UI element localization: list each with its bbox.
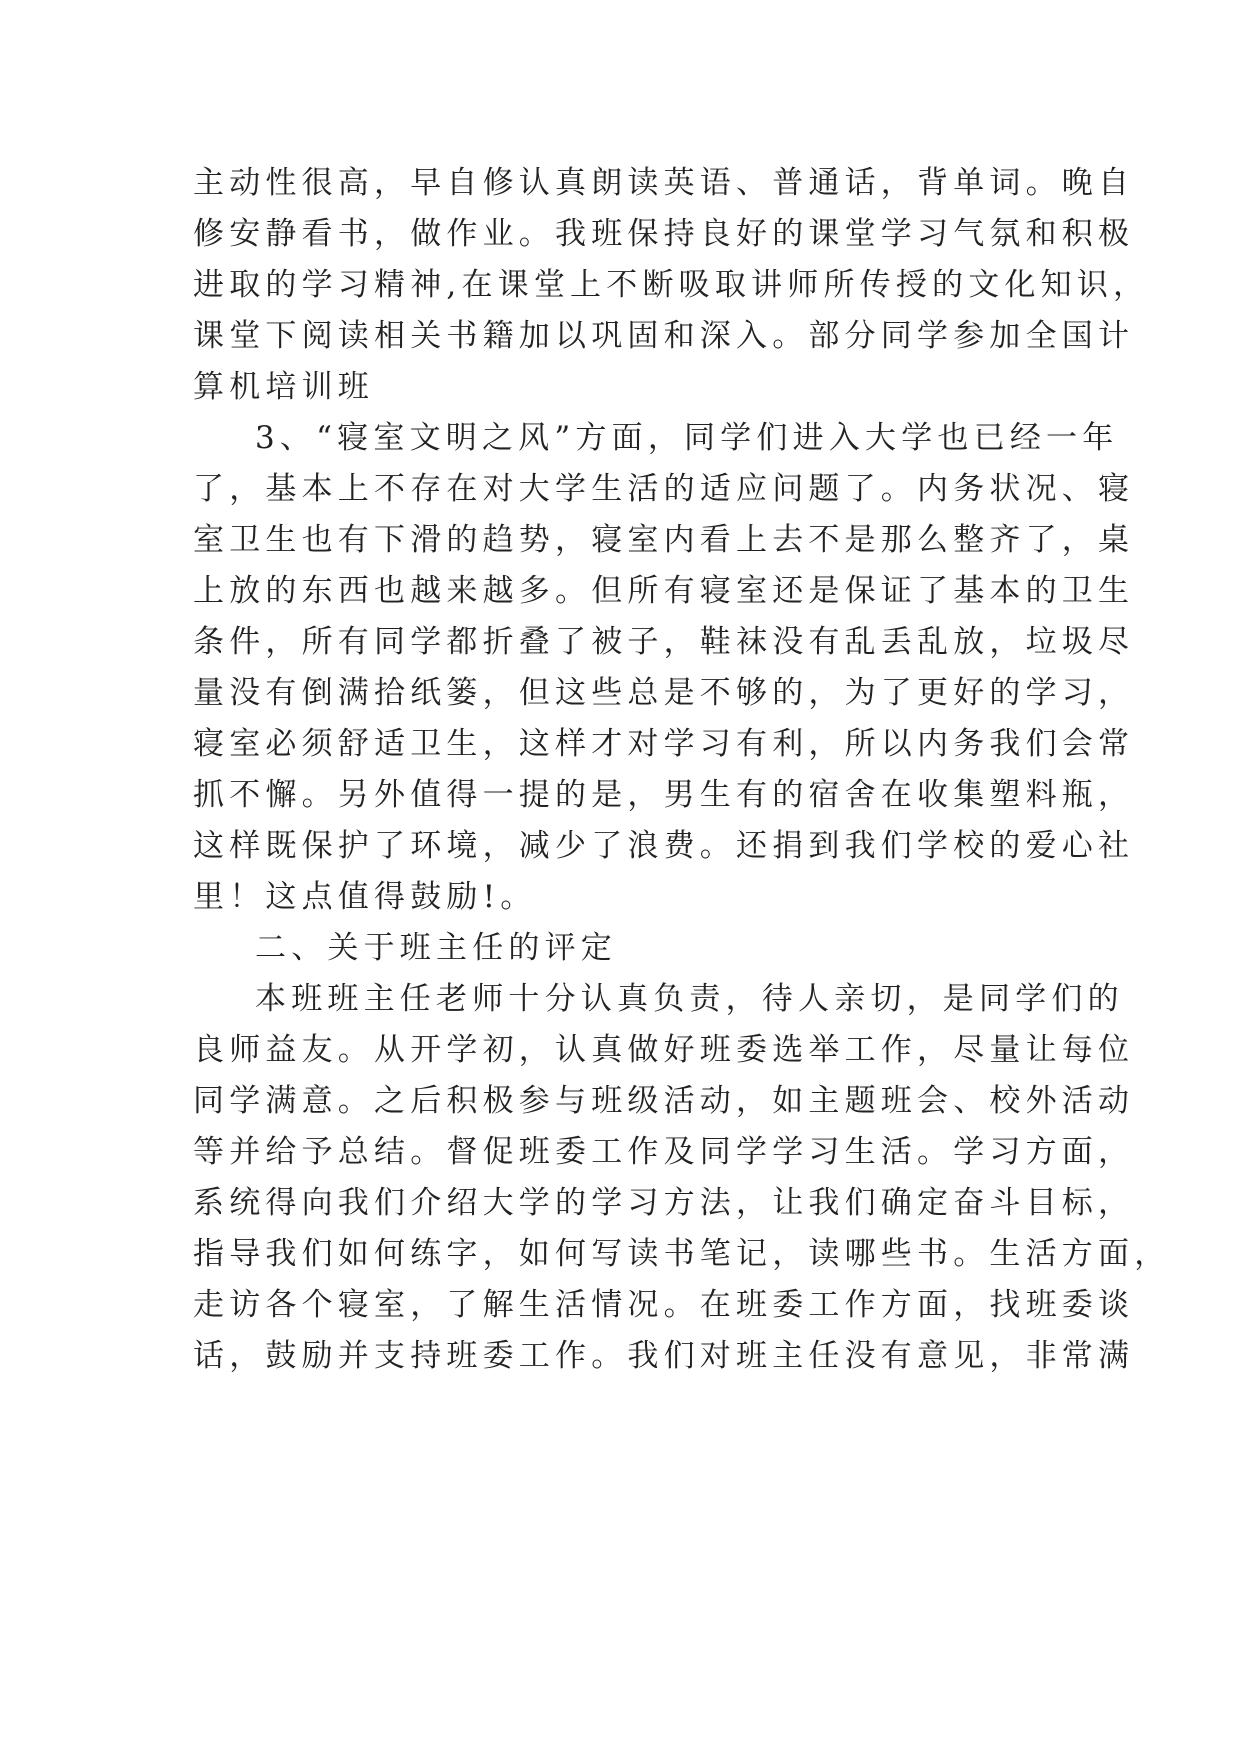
paragraph-line: 室卫生也有下滑的趋势，寝室内看上去不是那么整齐了，桌	[193, 522, 1135, 558]
paragraph-line: 良师益友。从开学初，认真做好班委选举工作，尽量让每位	[193, 1032, 1135, 1068]
document-body	[193, 158, 1171, 1382]
paragraph-line: 话，鼓励并支持班委工作。我们对班主任没有意见，非常满	[193, 1338, 1135, 1374]
paragraph-line: 指导我们如何练字，如何写读书笔记，读哪些书。生活方面，	[193, 1236, 1171, 1272]
paragraph-line: 修安静看书，做作业。我班保持良好的课堂学习气氛和积极	[193, 216, 1135, 252]
paragraph-line: 量没有倒满拾纸篓，但这些总是不够的，为了更好的学习，	[193, 675, 1135, 711]
paragraph-line: 了，基本上不存在对大学生活的适应问题了。内务状况、寝	[193, 471, 1135, 507]
section-3-heading-line: 3、“寝室文明之风”方面，同学们进入大学也已经一年	[255, 420, 1119, 456]
paragraph-line: 走访各个寝室，了解生活情况。在班委工作方面，找班委谈	[193, 1287, 1135, 1323]
paragraph-line: 寝室必须舒适卫生，这样才对学习有利，所以内务我们会常	[193, 726, 1135, 762]
paragraph-line: 抓不懈。另外值得一提的是，男生有的宿舍在收集塑料瓶，	[193, 777, 1135, 813]
paragraph-line: 同学满意。之后积极参与班级活动，如主题班会、校外活动	[193, 1083, 1135, 1119]
paragraph-line: 主动性很高，早自修认真朗读英语、普通话，背单词。晚自	[193, 165, 1135, 201]
paragraph-line: 算机培训班	[193, 369, 374, 405]
paragraph-line: 本班班主任老师十分认真负责，待人亲切，是同学们的	[255, 981, 1124, 1017]
paragraph-line: 进取的学习精神,在课堂上不断吸取讲师所传授的文化知识，	[193, 267, 1150, 303]
paragraph-line: 条件，所有同学都折叠了被子，鞋袜没有乱丢乱放，垃圾尽	[193, 624, 1135, 660]
paragraph-line: 这样既保护了环境，减少了浪费。还捐到我们学校的爱心社	[193, 828, 1135, 864]
paragraph-line: 里！这点值得鼓励!。	[193, 879, 537, 915]
section-heading: 二、关于班主任的评定	[255, 930, 617, 966]
paragraph-line: 等并给予总结。督促班委工作及同学学习生活。学习方面，	[193, 1134, 1135, 1170]
paragraph-line: 课堂下阅读相关书籍加以巩固和深入。部分同学参加全国计	[193, 318, 1135, 354]
paragraph-line: 上放的东西也越来越多。但所有寝室还是保证了基本的卫生	[193, 573, 1135, 609]
paragraph-line: 系统得向我们介绍大学的学习方法，让我们确定奋斗目标，	[193, 1185, 1135, 1221]
